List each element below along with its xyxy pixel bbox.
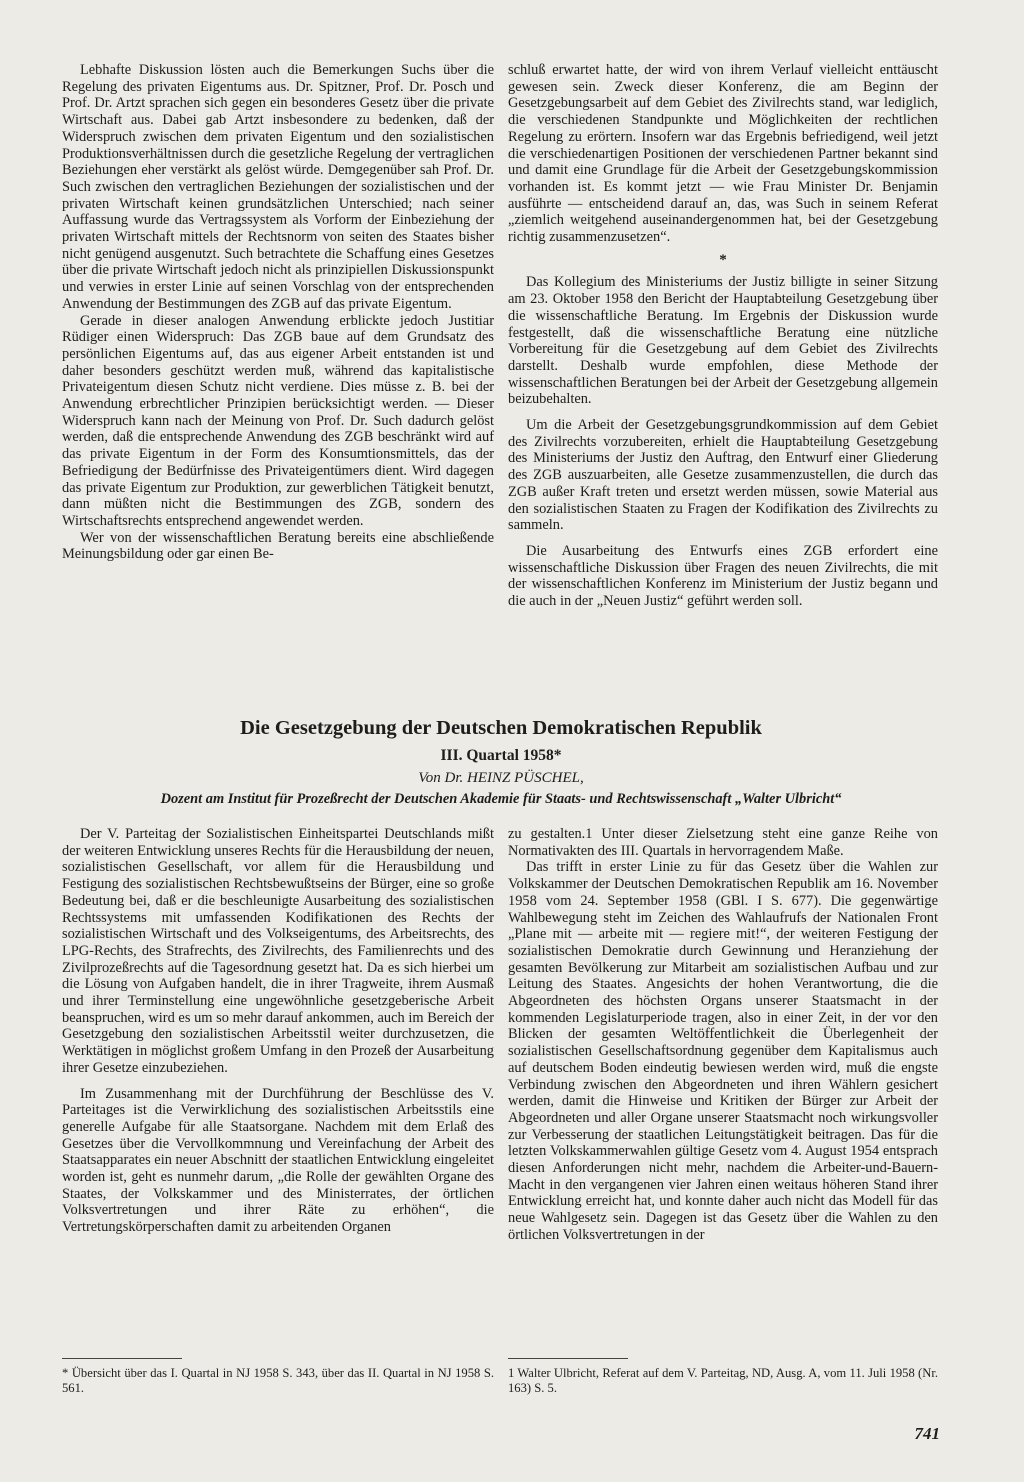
footnote-rule: [62, 1358, 182, 1359]
paragraph: Der V. Parteitag der Sozialistischen Einheitspartei Deutschlands mißt der weiteren Entwicklung unseres Rechts für die Herausbildung der neuen, sozialistischen Gesellschaft, vor allem für die Herausbildung und Festigung des sozialistischen Rechtsbewußtseins der Bürger, eine so große Bedeutung bei, daß er die beschleunigte Ausarbeitung des sozialistischen Rechtssystems mit umfassenden Kodifikationen des Rechts der sozialistischen Wirtschaft und des Volkseigentums, des Arbeitsrechts, des LPG-Rechts, des Strafrechts, des Zivilrechts, des Familienrechts und des Zivilprozeßrechts auf die Tagesordnung gesetzt hat. Da es sich hierbei um die Lösung von Aufgaben handelt, die in ihrer Tragweite, ihrem Ausmaß und ihrer Terminstellung eine ungewöhnliche gesetzgeberische Arbeit beanspruchen, wird es um so mehr darauf ankommen, auch im Bereich der Gesetzgebung den sozialistischen Arbeitsstil weiter durchzusetzen, die Werktätigen in möglichst großem Umfang in den Prozeß der Ausarbeitung ihrer Gesetze einzubeziehen.: [62, 826, 494, 1076]
footnote-right: 1 Walter Ulbricht, Referat auf dem V. Parteitag, ND, Ausg. A, vom 11. Juli 1958 (Nr. 163) S. 5.: [508, 1366, 938, 1395]
column-top-left: [62, 62, 494, 563]
article-affiliation: Dozent am Institut für Prozeßrecht der Deutschen Akademie für Staats- und Rechtswissenschaft „Walter Ulbricht“: [160, 791, 842, 807]
column-bottom-left: [62, 826, 494, 1236]
paragraph: zu gestalten.1 Unter dieser Zielsetzung steht eine ganze Reihe von Normativakten des III. Quartals in hervorragendem Maße.: [508, 826, 938, 859]
paragraph: Wer von der wissenschaftlichen Beratung bereits eine abschließende Meinungsbildung oder gar einen Be-: [62, 529, 494, 563]
article-author: Von Dr. HEINZ PÜSCHEL,: [418, 770, 584, 786]
column-bottom-right: [508, 826, 938, 1244]
paragraph: Im Zusammenhang mit der Durchführung der Beschlüsse des V. Parteitages ist die Verwirklichung des sozialistischen Arbeitsstils eine generelle Aufgabe für alle Staatsorgane. Nachdem mit dem Erlaß des Gesetzes über die Vervollkommnung und Vereinfachung der Arbeit des Staatsapparates ein neuer Abschnitt der staatlichen Entwicklung eingeleitet worden ist, geht es nunmehr darum, „die Rolle der gewählten Organe des Staates, der Volkskammer und des Ministerrates, der örtlichen Volksvertretungen und ihrer Räte zu erhöhen“, die Vertretungskörperschaften damit zu arbeitenden Organen: [62, 1085, 494, 1236]
section-separator: *: [719, 251, 727, 268]
paragraph: Gerade in dieser analogen Anwendung erblickte jedoch Justitiar Rüdiger einen Widerspruch: Das ZGB baue auf dem Grundsatz des persönlichen Eigentums auf, das aus eigener Arbeit entstanden ist und daher besonders geschützt werden muß, während das kapitalistische Privateigentum diesen Schutz nicht verdiene. Dies müsse z. B. bei der Anwendung erbrechtlicher Prinzipien berücksichtigt werden. — Dieser Widerspruch kann nach der Meinung von Prof. Dr. Such dadurch gelöst werden, daß die entsprechende Anwendung des ZGB beschränkt wird auf das private Eigentum in der Form des Konsumtionsmittels, das der Befriedigung der Bedürfnisse des Privateigentümers dient. Wird dagegen das private Eigentum zur Produktion, zur gewerblichen Tätigkeit benutzt, dann müßten nicht die Bestimmungen des ZGB, sondern des Wirtschaftsrechts entsprechend angewendet werden.: [62, 312, 494, 529]
column-top-right: [508, 62, 938, 610]
paragraph: Die Ausarbeitung des Entwurfs eines ZGB erfordert eine wissenschaftliche Diskussion über Fragen des neuen Zivilrechts, die mit der wissenschaftlichen Konferenz im Ministerium der Justiz begann und die auch in der „Neuen Justiz“ geführt werden soll.: [508, 542, 938, 610]
article-subtitle: III. Quartal 1958*: [440, 747, 562, 764]
footnote-left: * Übersicht über das I. Quartal in NJ 1958 S. 343, über das II. Quartal in NJ 1958 S. 561.: [62, 1366, 494, 1395]
page-number: 741: [914, 1424, 940, 1443]
paragraph: Um die Arbeit der Gesetzgebungsgrundkommission auf dem Gebiet des Zivilrechts vorzubereiten, erhielt die Hauptabteilung Gesetzgebung des Ministeriums der Justiz den Auftrag, den Entwurf einer Gliederung des ZGB auszuarbeiten, alle Gesetze zusammenzustellen, die durch das ZGB außer Kraft treten und ersetzt werden müssen, sowie Material aus den sozialistischen Staaten zu Fragen der Kodifikation des Zivilrechts zu sammeln.: [508, 417, 938, 534]
article-title: Die Gesetzgebung der Deutschen Demokratischen Republik: [240, 717, 762, 739]
paragraph: Lebhafte Diskussion lösten auch die Bemerkungen Suchs über die Regelung des privaten Eigentums aus. Dr. Spitzner, Prof. Dr. Posch und Prof. Dr. Artzt sprachen sich gegen ein besonderes Gesetz über die private Wirtschaft aus. Dabei gab Artzt insbesondere zu bedenken, daß der Widerspruch zwischen dem privaten Eigentum und den sozialistischen Produktionsverhältnissen durch die gesetzliche Regelung der vertraglichen Beziehungen eher verstärkt als gelöst würde. Demgegenüber sah Prof. Dr. Such zwischen den vertraglichen Beziehungen der sozialistischen und der privaten Wirtschaft keinen grundsätzlichen Unterschied; nach seiner Auffassung wurde das Vertragssystem als Vorform der Einbeziehung der privaten Wirtschaft mittels der Rechtsnorm von seiten des Staates bisher nicht genügend ausgenutzt. Such betrachtete die Schaffung eines Gesetzes über die private Wirtschaft jedoch nicht als prinzipiellen Diskussionspunkt und verwies in erster Linie auf seinen Vorschlag von der entsprechenden Anwendung der Bestimmungen des ZGB auf das private Eigentum.: [62, 62, 494, 312]
paragraph: schluß erwartet hatte, der wird von ihrem Verlauf vielleicht enttäuscht gewesen sein. Zweck dieser Konferenz, die am Beginn der Gesetzgebungsarbeit auf dem Gebiet des Zivilrechts stand, war lediglich, die verschiedenen Standpunkte und Möglichkeiten der rechtlichen Regelung zu erörtern. Insofern war das Ergebnis befriedigend, weil jetzt die verschiedenartigen Positionen der verschiedenen Partner bekannt sind und damit eine Grundlage für die Arbeit der Gesetzgebungskommission vorhanden ist. Es kommt jetzt — wie Frau Minister Dr. Benjamin ausführte — entscheidend darauf an, das, was Such in seinem Referat „ziemlich weitgehend auseinandergenommen hat, bei der Gesetzgebung richtig zusammenzusetzen“.: [508, 62, 938, 246]
footnote-rule: [508, 1358, 628, 1359]
paragraph: Das trifft in erster Linie zu für das Gesetz über die Wahlen zur Volkskammer der Deutschen Demokratischen Republik am 16. November 1958 vom 24. September 1958 (GBl. I S. 677). Die gegenwärtige Wahlbewegung steht im Zeichen des Wahlaufrufs der Nationalen Front „Plane mit — arbeite mit — regiere mit!“, der weiteren Festigung der sozialistischen Demokratie durch Gewinnung und Heranziehung der gesamten Bevölkerung zur Mitarbeit am sozialistischen Aufbau und zur Leitung des Staates. Angesichts der hohen Verantwortung, die die Abgeordneten des höchsten Organs unserer Staatsmacht in der kommenden Legislaturperiode tragen, also in einer Zeit, in der vor den Blicken der gesamten Weltöffentlichkeit die Überlegenheit der sozialistischen Gesellschaftsordnung gegenüber dem Kapitalismus auch auf deutschem Boden eindeutig bewiesen werden wird, muß die engste Verbindung zwischen den Abgeordneten und ihren Wählern gesichert werden, damit die Hinweise und Kritiken der Bürger zur Arbeit der Abgeordneten und aller Organe unserer Staatsmacht noch wirkungsvoller zur Verbesserung der staatlichen Leitungstätigkeit beitragen. Das für die letzten Volkskammerwahlen gültige Gesetz vom 4. August 1954 entsprach diesen Anforderungen nicht mehr, nachdem die Arbeiter-und-Bauern-Macht in den vergangenen vier Jahren einen weitaus höheren Stand ihrer Entwicklung erreicht hat, und konnte daher auch nicht das Modell für das neue Wahlgesetz sein. Dagegen ist das Gesetz über die Wahlen zu den örtlichen Volksvertretungen in der: [508, 859, 938, 1243]
paragraph: Das Kollegium des Ministeriums der Justiz billigte in seiner Sitzung am 23. Oktober 1958 den Bericht der Hauptabteilung Gesetzgebung über die wissenschaftliche Beratung. Im Ergebnis der Diskussion wurde festgestellt, daß die wissenschaftliche Beratung eine nützliche Vorbereitung für die Gesetzgebung auf dem Gebiet des Zivilrechts darstellt. Deshalb wurde empfohlen, diese Methode der wissenschaftlichen Beratungen bei der Arbeit der Gesetzgebung allgemein beizubehalten.: [508, 274, 938, 408]
